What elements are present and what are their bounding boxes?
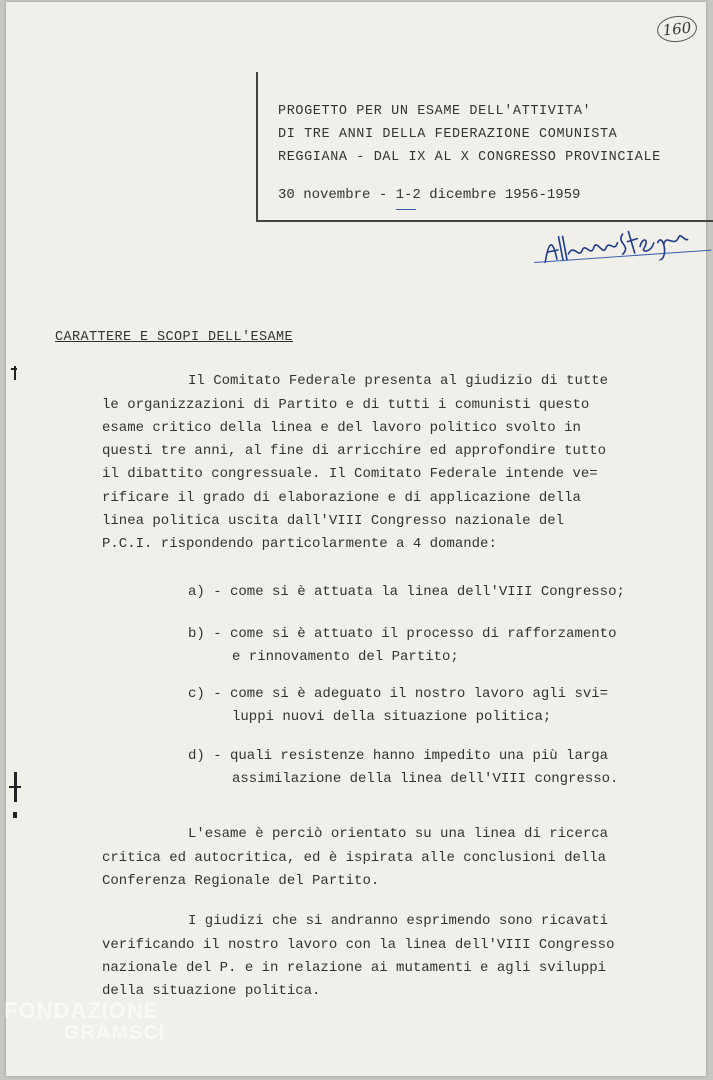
paragraph-line: della situazione politica. (102, 983, 321, 999)
paragraph-line: esame critico della linea e del lavoro politico svolto in (102, 420, 581, 436)
paragraph-line: critica ed autocritica, ed è ispirata alle conclusioni della (102, 850, 607, 866)
question-b-continuation: e rinnovamento del Partito; (232, 649, 459, 665)
question-d-continuation: assimilazione della linea dell'VIII congresso. (232, 771, 619, 787)
header-block (256, 72, 713, 222)
margin-mark (9, 786, 21, 788)
paragraph-line: L'esame è perciò orientato su una linea di ricerca (188, 826, 609, 842)
question-b: b) - come si è attuato il processo di rafforzamento (188, 626, 617, 642)
paragraph-line: le organizzazioni di Partito e di tutti i comunisti questo (102, 397, 590, 413)
pen-underline-mark (396, 209, 416, 210)
header-line: REGGIANA - DAL IX AL X CONGRESSO PROVINCIALE (278, 150, 661, 165)
paragraph-line: verificando il nostro lavoro con la linea dell'VIII Congresso (102, 937, 615, 953)
watermark-line: GRAMSCI (64, 1022, 166, 1044)
question-a: a) - come si è attuata la linea dell'VIII Congresso; (188, 584, 625, 600)
paragraph-line: questi tre anni, al fine di arricchire ed approfondire tutto (102, 443, 607, 459)
paragraph-line: nazionale del P. e in relazione ai mutamenti e agli sviluppi (102, 960, 607, 976)
paragraph-line: Conferenza Regionale del Partito. (102, 873, 380, 889)
question-d: d) - quali resistenze hanno impedito una più larga (188, 748, 609, 764)
header-date: 30 novembre - 1-2 dicembre 1956-1959 (278, 187, 581, 203)
question-c-continuation: luppi nuovi della situazione politica; (232, 709, 552, 725)
archive-watermark (4, 1000, 165, 1044)
margin-mark (13, 812, 17, 818)
paragraph-line: P.C.I. rispondendo particolarmente a 4 domande: (102, 536, 497, 552)
header-line: DI TRE ANNI DELLA FEDERAZIONE COMUNISTA (278, 127, 618, 142)
paragraph-line: linea politica uscita dall'VIII Congresso nazionale del (102, 513, 565, 529)
watermark-line: FONDAZIONE (4, 998, 160, 1023)
section-title: CARATTERE E SCOPI DELL'ESAME (55, 330, 294, 345)
paragraph-line: rificare il grado di elaborazione e di applicazione della (102, 490, 581, 506)
archive-number-stamp: 160 (656, 14, 698, 44)
paragraph-line: il dibattito congressuale. Il Comitato Federale intende ve= (102, 466, 598, 482)
paragraph-line: Il Comitato Federale presenta al giudizio di tutte (188, 373, 609, 389)
margin-mark (11, 368, 17, 370)
question-c: c) - come si è adeguato il nostro lavoro agli svi= (188, 686, 609, 702)
paragraph-line: I giudizi che si andranno esprimendo sono ricavati (188, 913, 609, 929)
header-line: PROGETTO PER UN ESAME DELL'ATTIVITA' (278, 104, 592, 119)
